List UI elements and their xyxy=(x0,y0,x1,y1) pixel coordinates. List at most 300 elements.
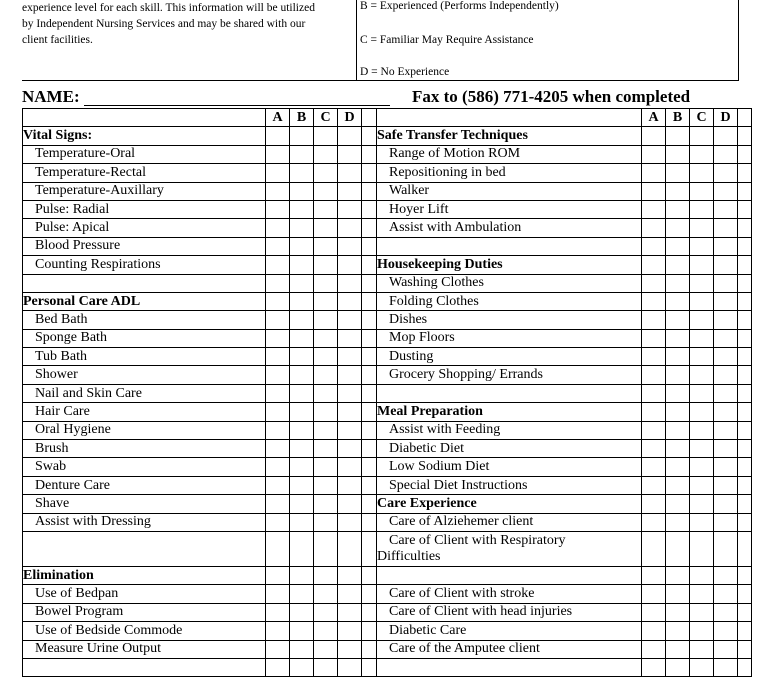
left-check-c[interactable] xyxy=(314,311,338,329)
left-check-d[interactable] xyxy=(338,237,362,255)
left-section-heading: Vital Signs: xyxy=(23,127,266,145)
right-check-c[interactable] xyxy=(690,622,714,640)
right-check-d[interactable] xyxy=(714,440,738,458)
left-header-label xyxy=(23,109,266,127)
right-edge-cell xyxy=(738,603,752,621)
left-check-d[interactable] xyxy=(338,603,362,621)
right-check-b[interactable] xyxy=(666,274,690,292)
right-check-d[interactable] xyxy=(714,182,738,200)
name-label: NAME: xyxy=(22,87,80,106)
right-check-a[interactable] xyxy=(642,476,666,494)
right-check-c[interactable] xyxy=(690,127,714,145)
left-check-a[interactable] xyxy=(266,495,290,513)
column-gap xyxy=(362,329,377,347)
right-check-b[interactable] xyxy=(666,182,690,200)
left-check-a[interactable] xyxy=(266,127,290,145)
right-check-c[interactable] xyxy=(690,640,714,658)
right-check-b[interactable] xyxy=(666,640,690,658)
left-check-a[interactable] xyxy=(266,658,290,676)
left-check-a[interactable] xyxy=(266,237,290,255)
left-check-c[interactable] xyxy=(314,603,338,621)
right-check-d[interactable] xyxy=(714,566,738,584)
right-check-a[interactable] xyxy=(642,145,666,163)
left-check-b[interactable] xyxy=(290,585,314,603)
left-check-c[interactable] xyxy=(314,458,338,476)
right-row-label: Care of the Amputee client xyxy=(377,640,642,658)
right-check-d[interactable] xyxy=(714,274,738,292)
right-check-b[interactable] xyxy=(666,531,690,566)
right-check-a[interactable] xyxy=(642,237,666,255)
left-check-b[interactable] xyxy=(290,200,314,218)
name-field[interactable] xyxy=(84,105,390,106)
right-check-c[interactable] xyxy=(690,585,714,603)
right-check-a[interactable] xyxy=(642,585,666,603)
left-check-b[interactable] xyxy=(290,622,314,640)
left-check-b[interactable] xyxy=(290,256,314,274)
right-check-d[interactable] xyxy=(714,292,738,310)
right-check-d[interactable] xyxy=(714,384,738,402)
right-check-d[interactable] xyxy=(714,603,738,621)
right-check-b[interactable] xyxy=(666,292,690,310)
table-row xyxy=(23,476,752,494)
table-row xyxy=(23,366,752,384)
right-check-b[interactable] xyxy=(666,513,690,531)
right-check-b[interactable] xyxy=(666,366,690,384)
right-check-c[interactable] xyxy=(690,476,714,494)
right-check-c[interactable] xyxy=(690,237,714,255)
right-check-d[interactable] xyxy=(714,658,738,676)
right-check-c[interactable] xyxy=(690,292,714,310)
left-check-c[interactable] xyxy=(314,384,338,402)
column-gap xyxy=(362,164,377,182)
left-check-a[interactable] xyxy=(266,348,290,366)
right-check-b[interactable] xyxy=(666,495,690,513)
right-check-d[interactable] xyxy=(714,311,738,329)
left-check-b[interactable] xyxy=(290,219,314,237)
right-check-c[interactable] xyxy=(690,256,714,274)
left-check-d[interactable] xyxy=(338,200,362,218)
left-check-d[interactable] xyxy=(338,384,362,402)
left-check-d[interactable] xyxy=(338,127,362,145)
left-check-b[interactable] xyxy=(290,237,314,255)
left-check-c[interactable] xyxy=(314,495,338,513)
right-check-b[interactable] xyxy=(666,476,690,494)
left-check-c[interactable] xyxy=(314,403,338,421)
left-check-b[interactable] xyxy=(290,311,314,329)
right-row-label: Diabetic Diet xyxy=(377,440,642,458)
column-gap xyxy=(362,421,377,439)
table-row xyxy=(23,531,752,566)
left-check-a[interactable] xyxy=(266,603,290,621)
right-check-c[interactable] xyxy=(690,531,714,566)
right-row-label-line2: Difficulties xyxy=(377,548,441,564)
left-check-d[interactable] xyxy=(338,622,362,640)
column-gap xyxy=(362,237,377,255)
left-check-a[interactable] xyxy=(266,384,290,402)
column-gap xyxy=(362,476,377,494)
left-check-c[interactable] xyxy=(314,127,338,145)
left-check-d[interactable] xyxy=(338,145,362,163)
right-row-label: Assist with Ambulation xyxy=(377,219,642,237)
left-check-c[interactable] xyxy=(314,366,338,384)
column-gap xyxy=(362,458,377,476)
right-check-d[interactable] xyxy=(714,476,738,494)
right-check-a[interactable] xyxy=(642,311,666,329)
right-check-c[interactable] xyxy=(690,384,714,402)
right-check-a[interactable] xyxy=(642,440,666,458)
left-check-b[interactable] xyxy=(290,458,314,476)
left-check-d[interactable] xyxy=(338,458,362,476)
left-check-b[interactable] xyxy=(290,603,314,621)
column-gap xyxy=(362,622,377,640)
right-check-c[interactable] xyxy=(690,366,714,384)
left-check-d[interactable] xyxy=(338,256,362,274)
right-check-b[interactable] xyxy=(666,458,690,476)
right-check-a[interactable] xyxy=(642,384,666,402)
table-row xyxy=(23,458,752,476)
left-check-b[interactable] xyxy=(290,292,314,310)
right-check-b[interactable] xyxy=(666,585,690,603)
right-check-a[interactable] xyxy=(642,658,666,676)
right-check-a[interactable] xyxy=(642,531,666,566)
left-check-b[interactable] xyxy=(290,640,314,658)
right-check-b[interactable] xyxy=(666,164,690,182)
table-row xyxy=(23,237,752,255)
left-check-d[interactable] xyxy=(338,531,362,566)
right-check-c[interactable] xyxy=(690,403,714,421)
left-check-c[interactable] xyxy=(314,513,338,531)
left-check-d[interactable] xyxy=(338,292,362,310)
right-check-d[interactable] xyxy=(714,585,738,603)
table-row xyxy=(23,658,752,676)
left-check-a[interactable] xyxy=(266,476,290,494)
left-col-header-c: C xyxy=(314,109,338,127)
left-check-d[interactable] xyxy=(338,566,362,584)
right-check-b[interactable] xyxy=(666,219,690,237)
right-check-a[interactable] xyxy=(642,421,666,439)
right-check-d[interactable] xyxy=(714,531,738,566)
left-check-a[interactable] xyxy=(266,566,290,584)
right-check-b[interactable] xyxy=(666,440,690,458)
right-edge-cell xyxy=(738,640,752,658)
table-row xyxy=(23,566,752,584)
left-check-c[interactable] xyxy=(314,329,338,347)
left-check-b[interactable] xyxy=(290,421,314,439)
left-check-b[interactable] xyxy=(290,182,314,200)
left-check-a[interactable] xyxy=(266,366,290,384)
right-check-c[interactable] xyxy=(690,603,714,621)
left-check-b[interactable] xyxy=(290,127,314,145)
left-check-a[interactable] xyxy=(266,622,290,640)
column-gap xyxy=(362,403,377,421)
right-check-a[interactable] xyxy=(642,164,666,182)
right-check-a[interactable] xyxy=(642,622,666,640)
left-check-b[interactable] xyxy=(290,145,314,163)
table-row xyxy=(23,603,752,621)
right-check-d[interactable] xyxy=(714,622,738,640)
left-check-c[interactable] xyxy=(314,292,338,310)
left-check-a[interactable] xyxy=(266,458,290,476)
legend-b: B = Experienced (Performs Independently) xyxy=(360,0,559,12)
right-check-a[interactable] xyxy=(642,256,666,274)
right-check-a[interactable] xyxy=(642,292,666,310)
right-check-d[interactable] xyxy=(714,421,738,439)
right-check-c[interactable] xyxy=(690,513,714,531)
left-check-c[interactable] xyxy=(314,476,338,494)
left-check-c[interactable] xyxy=(314,658,338,676)
left-check-b[interactable] xyxy=(290,274,314,292)
right-check-c[interactable] xyxy=(690,274,714,292)
right-check-a[interactable] xyxy=(642,219,666,237)
left-check-d[interactable] xyxy=(338,658,362,676)
left-check-a[interactable] xyxy=(266,440,290,458)
right-check-d[interactable] xyxy=(714,495,738,513)
right-header-label xyxy=(377,109,642,127)
right-check-b[interactable] xyxy=(666,384,690,402)
right-check-c[interactable] xyxy=(690,145,714,163)
left-check-d[interactable] xyxy=(338,440,362,458)
left-check-a[interactable] xyxy=(266,219,290,237)
right-check-c[interactable] xyxy=(690,421,714,439)
right-check-a[interactable] xyxy=(642,366,666,384)
right-check-b[interactable] xyxy=(666,127,690,145)
left-check-c[interactable] xyxy=(314,585,338,603)
right-check-b[interactable] xyxy=(666,200,690,218)
left-row-label: Temperature-Rectal xyxy=(23,164,266,182)
legend-d: D = No Experience xyxy=(360,66,450,78)
left-check-b[interactable] xyxy=(290,348,314,366)
left-row-label: Temperature-Auxillary xyxy=(23,182,266,200)
right-row-label xyxy=(377,384,642,402)
left-check-b[interactable] xyxy=(290,403,314,421)
left-check-c[interactable] xyxy=(314,256,338,274)
right-check-c[interactable] xyxy=(690,200,714,218)
right-check-c[interactable] xyxy=(690,219,714,237)
left-check-d[interactable] xyxy=(338,182,362,200)
right-edge-cell xyxy=(738,274,752,292)
left-check-b[interactable] xyxy=(290,476,314,494)
left-check-b[interactable] xyxy=(290,531,314,566)
left-check-a[interactable] xyxy=(266,513,290,531)
left-check-b[interactable] xyxy=(290,440,314,458)
column-gap xyxy=(362,384,377,402)
right-check-c[interactable] xyxy=(690,495,714,513)
left-check-c[interactable] xyxy=(314,421,338,439)
box-divider xyxy=(356,0,357,80)
column-gap xyxy=(362,603,377,621)
left-check-c[interactable] xyxy=(314,145,338,163)
right-check-a[interactable] xyxy=(642,640,666,658)
right-check-d[interactable] xyxy=(714,127,738,145)
right-check-a[interactable] xyxy=(642,403,666,421)
left-check-a[interactable] xyxy=(266,403,290,421)
right-check-d[interactable] xyxy=(714,164,738,182)
left-check-d[interactable] xyxy=(338,585,362,603)
right-check-b[interactable] xyxy=(666,622,690,640)
right-edge-cell xyxy=(738,219,752,237)
left-check-c[interactable] xyxy=(314,566,338,584)
column-gap xyxy=(362,292,377,310)
intro-line: client facilities. xyxy=(22,34,93,46)
right-check-d[interactable] xyxy=(714,640,738,658)
right-check-b[interactable] xyxy=(666,403,690,421)
table-row xyxy=(23,329,752,347)
left-check-d[interactable] xyxy=(338,513,362,531)
left-check-d[interactable] xyxy=(338,476,362,494)
right-check-b[interactable] xyxy=(666,145,690,163)
right-check-d[interactable] xyxy=(714,329,738,347)
right-check-d[interactable] xyxy=(714,366,738,384)
left-check-c[interactable] xyxy=(314,200,338,218)
right-check-b[interactable] xyxy=(666,237,690,255)
right-check-c[interactable] xyxy=(690,311,714,329)
left-check-a[interactable] xyxy=(266,585,290,603)
right-check-b[interactable] xyxy=(666,566,690,584)
left-check-d[interactable] xyxy=(338,348,362,366)
right-edge-cell xyxy=(738,531,752,566)
left-check-a[interactable] xyxy=(266,164,290,182)
right-check-a[interactable] xyxy=(642,458,666,476)
right-check-a[interactable] xyxy=(642,348,666,366)
right-row-label: Folding Clothes xyxy=(377,292,642,310)
right-check-b[interactable] xyxy=(666,658,690,676)
right-row-label: Diabetic Care xyxy=(377,622,642,640)
table-row xyxy=(23,311,752,329)
table-row xyxy=(23,495,752,513)
table-row xyxy=(23,164,752,182)
left-check-d[interactable] xyxy=(338,219,362,237)
right-check-d[interactable] xyxy=(714,219,738,237)
right-row-label: Special Diet Instructions xyxy=(377,476,642,494)
left-check-d[interactable] xyxy=(338,311,362,329)
right-check-c[interactable] xyxy=(690,458,714,476)
fax-instruction: Fax to (586) 771-4205 when completed xyxy=(412,87,691,106)
right-check-b[interactable] xyxy=(666,256,690,274)
right-edge-cell xyxy=(738,145,752,163)
left-check-b[interactable] xyxy=(290,495,314,513)
left-check-d[interactable] xyxy=(338,274,362,292)
right-check-d[interactable] xyxy=(714,403,738,421)
right-row-label: Range of Motion ROM xyxy=(377,145,642,163)
right-check-c[interactable] xyxy=(690,329,714,347)
left-check-a[interactable] xyxy=(266,274,290,292)
left-check-b[interactable] xyxy=(290,164,314,182)
right-check-b[interactable] xyxy=(666,311,690,329)
left-check-c[interactable] xyxy=(314,640,338,658)
left-row-label: Tub Bath xyxy=(23,348,266,366)
left-check-d[interactable] xyxy=(338,164,362,182)
right-check-a[interactable] xyxy=(642,495,666,513)
right-check-c[interactable] xyxy=(690,348,714,366)
intro-line: experience level for each skill. This information will be utilized xyxy=(22,2,315,14)
left-check-a[interactable] xyxy=(266,329,290,347)
left-check-b[interactable] xyxy=(290,566,314,584)
right-check-a[interactable] xyxy=(642,513,666,531)
left-check-d[interactable] xyxy=(338,421,362,439)
right-check-a[interactable] xyxy=(642,127,666,145)
left-check-c[interactable] xyxy=(314,531,338,566)
left-check-c[interactable] xyxy=(314,274,338,292)
right-check-d[interactable] xyxy=(714,145,738,163)
left-check-c[interactable] xyxy=(314,182,338,200)
left-check-d[interactable] xyxy=(338,329,362,347)
left-check-c[interactable] xyxy=(314,622,338,640)
right-row-label: Care of Client with stroke xyxy=(377,585,642,603)
left-check-a[interactable] xyxy=(266,182,290,200)
right-check-a[interactable] xyxy=(642,329,666,347)
right-check-b[interactable] xyxy=(666,329,690,347)
left-check-d[interactable] xyxy=(338,495,362,513)
left-row-label: Bowel Program xyxy=(23,603,266,621)
left-check-a[interactable] xyxy=(266,311,290,329)
right-check-d[interactable] xyxy=(714,237,738,255)
right-row-label: Repositioning in bed xyxy=(377,164,642,182)
right-check-c[interactable] xyxy=(690,566,714,584)
left-check-a[interactable] xyxy=(266,421,290,439)
left-check-b[interactable] xyxy=(290,366,314,384)
left-check-b[interactable] xyxy=(290,513,314,531)
right-check-b[interactable] xyxy=(666,603,690,621)
right-check-d[interactable] xyxy=(714,458,738,476)
right-check-d[interactable] xyxy=(714,200,738,218)
left-check-b[interactable] xyxy=(290,329,314,347)
right-row-label: Assist with Feeding xyxy=(377,421,642,439)
column-gap xyxy=(362,640,377,658)
right-check-d[interactable] xyxy=(714,348,738,366)
left-check-b[interactable] xyxy=(290,658,314,676)
right-row-label: Care of Client with head injuries xyxy=(377,603,642,621)
right-row-label: Washing Clothes xyxy=(377,274,642,292)
right-check-a[interactable] xyxy=(642,274,666,292)
right-check-a[interactable] xyxy=(642,200,666,218)
left-check-c[interactable] xyxy=(314,348,338,366)
left-check-c[interactable] xyxy=(314,440,338,458)
right-section-heading: Meal Preparation xyxy=(377,403,642,421)
right-check-a[interactable] xyxy=(642,603,666,621)
left-check-a[interactable] xyxy=(266,292,290,310)
left-check-a[interactable] xyxy=(266,145,290,163)
table-row xyxy=(23,403,752,421)
right-check-c[interactable] xyxy=(690,658,714,676)
left-check-a[interactable] xyxy=(266,531,290,566)
right-check-a[interactable] xyxy=(642,566,666,584)
left-check-d[interactable] xyxy=(338,366,362,384)
left-check-d[interactable] xyxy=(338,403,362,421)
right-check-c[interactable] xyxy=(690,164,714,182)
right-check-d[interactable] xyxy=(714,513,738,531)
right-edge-cell xyxy=(738,164,752,182)
left-check-a[interactable] xyxy=(266,200,290,218)
column-gap xyxy=(362,200,377,218)
left-check-d[interactable] xyxy=(338,640,362,658)
right-check-c[interactable] xyxy=(690,182,714,200)
left-check-a[interactable] xyxy=(266,640,290,658)
left-check-a[interactable] xyxy=(266,256,290,274)
right-edge-cell xyxy=(738,458,752,476)
right-check-c[interactable] xyxy=(690,440,714,458)
left-section-heading: Elimination xyxy=(23,566,266,584)
right-edge-cell xyxy=(738,476,752,494)
left-check-c[interactable] xyxy=(314,237,338,255)
left-check-c[interactable] xyxy=(314,219,338,237)
right-check-d[interactable] xyxy=(714,256,738,274)
column-gap xyxy=(362,127,377,145)
right-check-b[interactable] xyxy=(666,421,690,439)
left-check-c[interactable] xyxy=(314,164,338,182)
right-check-a[interactable] xyxy=(642,182,666,200)
left-check-b[interactable] xyxy=(290,384,314,402)
right-check-b[interactable] xyxy=(666,348,690,366)
